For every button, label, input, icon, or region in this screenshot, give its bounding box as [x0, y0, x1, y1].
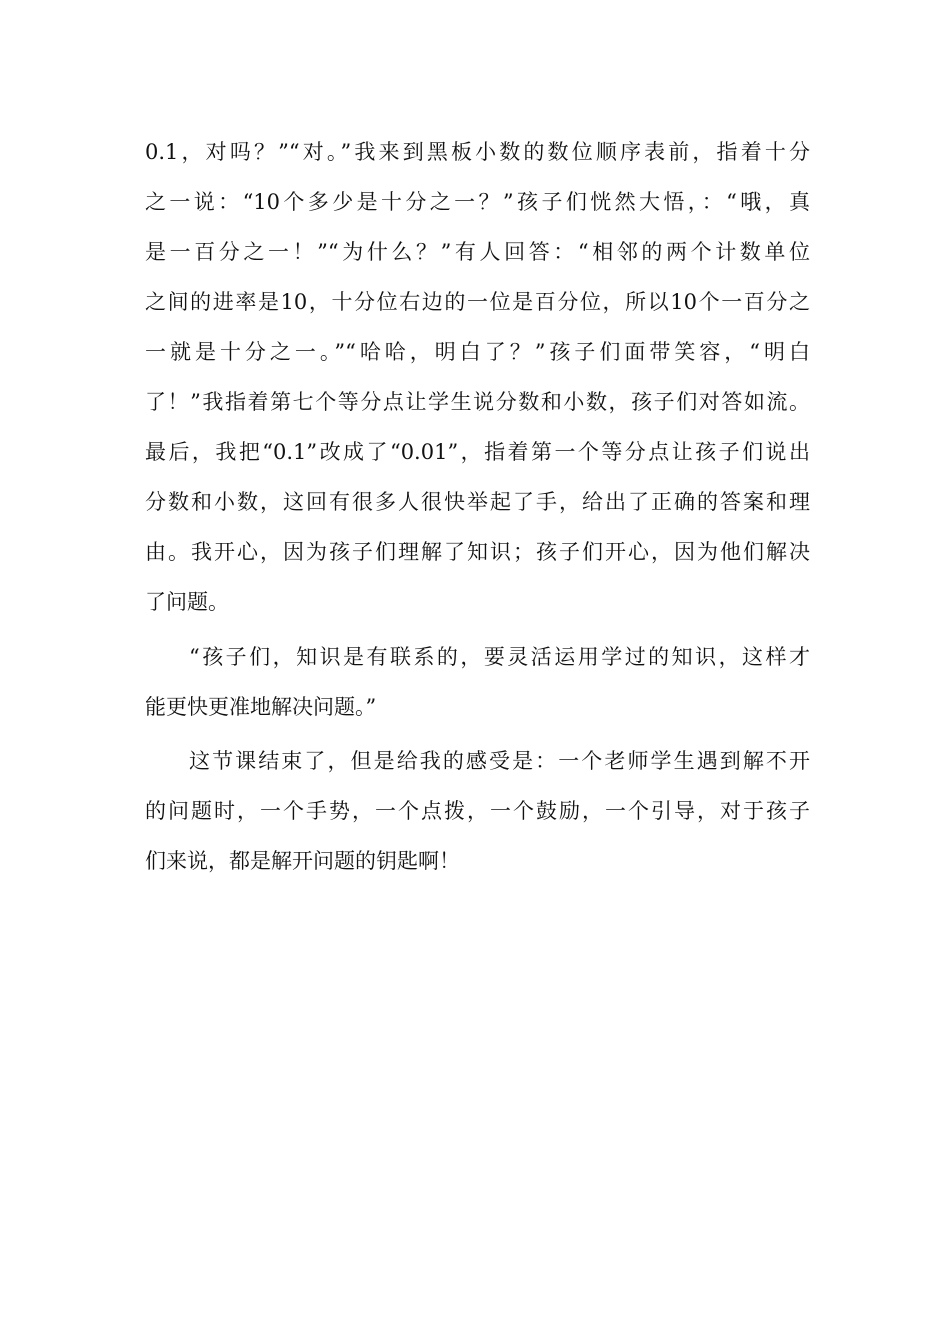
text-line: 们来说，都是解开问题的钥匙啊！ — [145, 849, 460, 873]
text-line: 0.1，对吗？”“对。”我来到黑板小数的数位顺序表前，指着十分 — [145, 140, 810, 164]
text-line: 了！”我指着第七个等分点让学生说分数和小数，孩子们对答如流。 — [145, 390, 810, 414]
text-line: 一就是十分之一。”“哈哈，明白了？”孩子们面带笑容，“明白 — [145, 340, 810, 364]
text-line: 最后，我把“0.1”改成了“0.01”，指着第一个等分点让孩子们说出 — [145, 440, 810, 464]
paragraph-3 — [145, 736, 810, 886]
text-line: 分数和小数，这回有很多人很快举起了手，给出了正确的答案和理 — [145, 490, 810, 514]
text-line: “孩子们，知识是有联系的，要灵活运用学过的知识，这样才 — [189, 645, 810, 669]
text-line: 是一百分之一！”“为什么？”有人回答：“相邻的两个计数单位 — [145, 240, 810, 264]
text-line: 这节课结束了，但是给我的感受是：一个老师学生遇到解不开 — [189, 749, 810, 773]
text-line: 之间的进率是10，十分位右边的一位是百分位，所以10个一百分之 — [145, 290, 810, 314]
paragraph-2 — [145, 632, 810, 732]
text-line: 的问题时，一个手势，一个点拨，一个鼓励，一个引导，对于孩子 — [145, 799, 810, 823]
text-line: 由。我开心，因为孩子们理解了知识；孩子们开心，因为他们解决 — [145, 540, 810, 564]
text-line: 之一说：“10个多少是十分之一？”孩子们恍然大悟，：“哦，真 — [145, 190, 810, 214]
text-line: 能更快更准地解决问题。” — [145, 695, 377, 719]
paragraph-1 — [145, 127, 810, 627]
text-line: 了问题。 — [145, 590, 229, 614]
